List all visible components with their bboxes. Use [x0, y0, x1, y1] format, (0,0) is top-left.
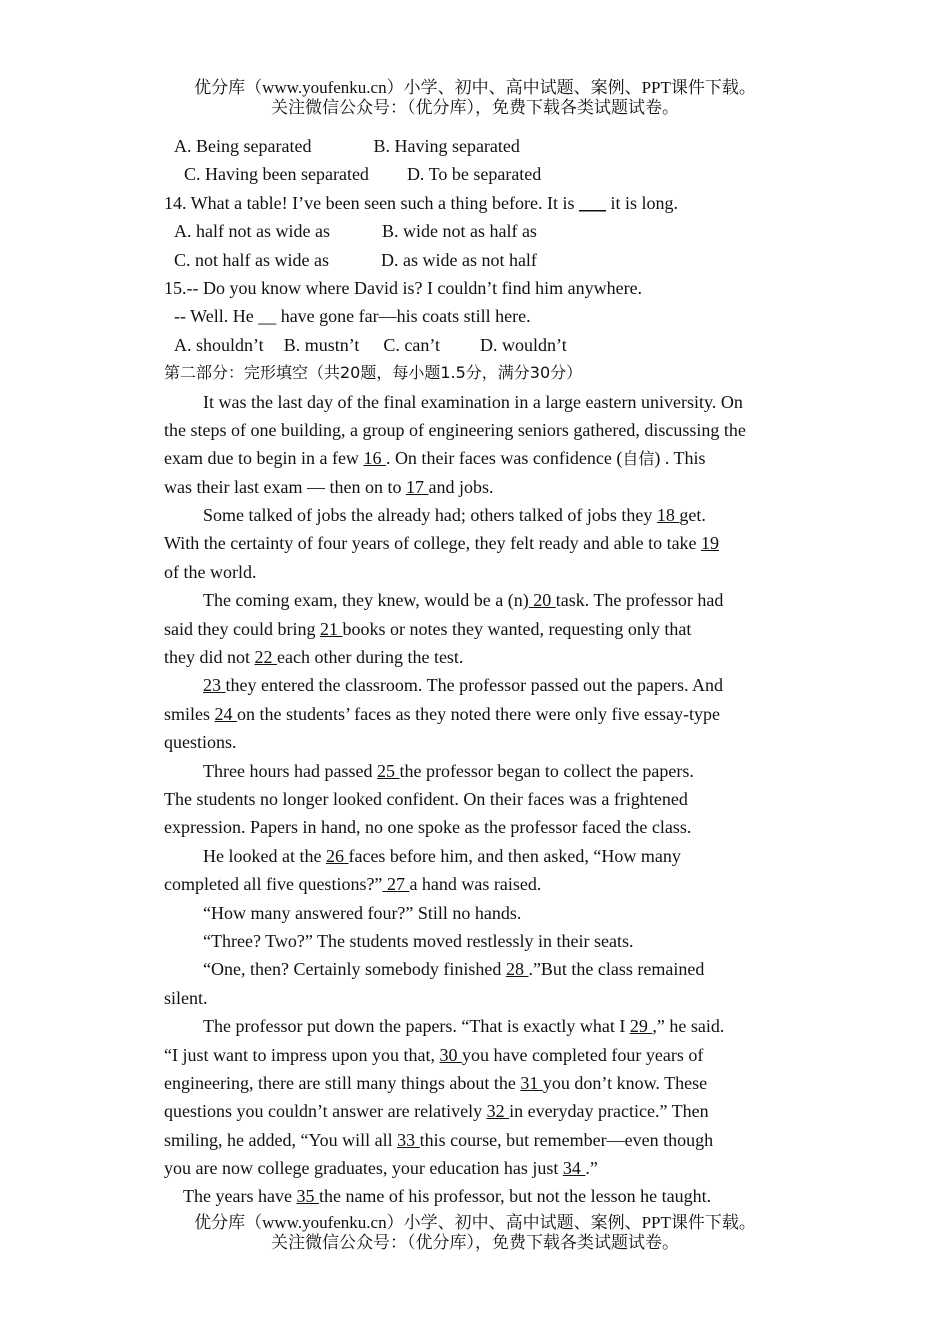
q13-options-row-2 [164, 160, 788, 188]
blank-26: 26 [325, 845, 349, 866]
blank-27: 27 [382, 874, 410, 895]
q15-option-a: A. shouldn’t [174, 334, 264, 355]
blank-21: 21 [319, 618, 343, 639]
blank-17: 17 [405, 476, 429, 497]
passage-line: silent. [164, 987, 208, 1008]
q13-option-c: C. Having been separated [184, 164, 369, 185]
passage-line: The students no longer looked confident. On their faces was a frightened [164, 788, 688, 809]
blank-35: 35 [296, 1186, 319, 1207]
q15-option-b: B. mustn’t [283, 334, 360, 355]
passage-line: Three hours had passed 25 the professor began to collect the papers. [203, 760, 694, 781]
footer-line-1: 优分库（www.youfenku.cn）小学、初中、高中试题、案例、PPT课件下载。 [194, 1213, 756, 1232]
q14-option-a: A. half not as wide as [174, 221, 330, 242]
blank-16: 16 [363, 448, 386, 469]
passage-line: “One, then? Certainly somebody finished 28 .”But the class remained [203, 959, 705, 980]
header-line-1: 优分库（www.youfenku.cn）小学、初中、高中试题、案例、PPT课件下载。 [194, 78, 756, 97]
blank-30: 30 [439, 1044, 462, 1065]
passage-line: smiles 24 on the students’ faces as they noted there were only five essay-type [164, 703, 721, 724]
q14-stem: 14. What a table! I’ve been seen such a thing before. It is ___ it is long. [164, 192, 679, 213]
q15-options [164, 331, 788, 359]
passage-line: engineering, there are still many things about the 31 you don’t know. These [164, 1072, 708, 1093]
blank-28: 28 [505, 959, 529, 980]
blank-31: 31 [520, 1072, 543, 1093]
section-title-part2: 第二部分：完形填空（共20题，每小题1.5分，满分30分） [164, 363, 583, 383]
q13-options-row-1 [164, 132, 788, 160]
blank-24: 24 [214, 703, 238, 724]
q14-option-c: C. not half as wide as [174, 249, 329, 270]
q13-option-b: B. Having separated [373, 136, 520, 156]
passage-line: you are now college graduates, your education has just 34 .” [164, 1158, 598, 1179]
passage-line: said they could bring 21 books or notes they wanted, requesting only that [164, 618, 692, 639]
blank-22: 22 [254, 647, 277, 668]
q15-option-c: C. can’t [383, 334, 441, 355]
passage-line: questions you couldn’t answer are relatively 32 in everyday practice.” Then [164, 1101, 709, 1122]
passage-line: It was the last day of the final examination in a large eastern university. On [203, 391, 743, 412]
passage-line: With the certainty of four years of college, they felt ready and able to take 19 [164, 533, 720, 554]
blank-34: 34 [562, 1158, 586, 1179]
q14-option-d: D. as wide as not half [380, 249, 537, 270]
header-line-2: 关注微信公众号：（优分库），免费下载各类试题试卷。 [271, 98, 679, 117]
passage-line: the steps of one building, a group of engineering seniors gathered, discussing the [164, 419, 746, 440]
passage-line: The professor put down the papers. “That is exactly what I 29 ,” he said. [203, 1016, 725, 1037]
passage-line: questions. [164, 732, 237, 753]
passage-line: “How many answered four?” Still no hands. [203, 902, 522, 923]
q15-dialogue: -- Well. He __ have gone far—his coats still here. [174, 306, 531, 327]
passage-line: The years have 35 the name of his professor, but not the lesson he taught. [183, 1186, 712, 1207]
q14-options-row-1 [164, 217, 788, 245]
passage-line: completed all five questions?” 27 a hand was raised. [164, 874, 542, 895]
passage-line: “Three? Two?” The students moved restlessly in their seats. [203, 930, 634, 951]
q14-option-b: B. wide not as half as [381, 221, 537, 242]
blank-19: 19 [701, 533, 720, 554]
passage-line: The coming exam, they knew, would be a (n) 20 task. The professor had [203, 590, 724, 611]
passage-line: 23 they entered the classroom. The professor passed out the papers. And [203, 675, 724, 696]
passage-line: exam due to begin in a few 16 . On their faces was confidence (自信) . This [164, 448, 706, 469]
q15-option-d: D. wouldn’t [480, 334, 567, 355]
q13-option-d: D. To be separated [406, 164, 542, 185]
blank-23: 23 [203, 675, 226, 696]
blank-33: 33 [397, 1129, 420, 1150]
document-body [164, 132, 788, 1211]
footer-line-2: 关注微信公众号：（优分库），免费下载各类试题试卷。 [271, 1233, 679, 1252]
blank-25: 25 [376, 760, 400, 781]
blank-18: 18 [656, 505, 680, 526]
page-header [0, 78, 950, 118]
q14-options-row-2 [164, 246, 788, 274]
passage-line: expression. Papers in hand, no one spoke as the professor faced the class. [164, 817, 692, 838]
page-footer [0, 1213, 950, 1253]
q15-stem: 15.-- Do you know where David is? I couldn’t find him anywhere. [164, 277, 643, 298]
passage-line: was their last exam — then on to 17 and jobs. [164, 476, 494, 497]
passage-line: smiling, he added, “You will all 33 this course, but remember—even though [164, 1129, 714, 1150]
passage-line: they did not 22 each other during the test. [164, 647, 464, 668]
blank-32: 32 [486, 1101, 510, 1122]
blank-29: 29 [629, 1016, 653, 1037]
passage-line: Some talked of jobs the already had; others talked of jobs they 18 get. [203, 505, 706, 526]
q13-option-a: A. Being separated [174, 136, 312, 156]
blank-20: 20 [528, 590, 556, 611]
passage-line: of the world. [164, 561, 257, 582]
passage-line: “I just want to impress upon you that, 30 you have completed four years of [164, 1044, 704, 1065]
passage-line: He looked at the 26 faces before him, and then asked, “How many [203, 845, 681, 866]
